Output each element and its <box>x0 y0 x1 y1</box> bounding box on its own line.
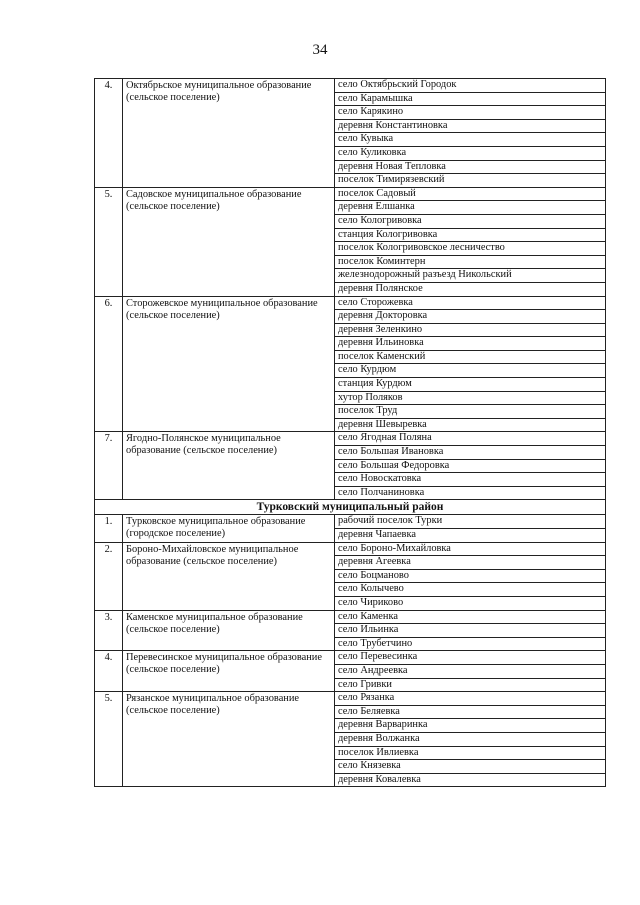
table-row <box>95 296 606 310</box>
settlement-name: село Сторожевка <box>335 296 606 310</box>
row-number: 5. <box>95 187 123 296</box>
settlement-name: село Гривки <box>335 678 606 692</box>
settlement-name: деревня Зеленкино <box>335 323 606 337</box>
municipality-name: Ягодно-Полянское муниципальное образование (сельское поселение) <box>123 432 335 500</box>
settlement-name: деревня Ковалевка <box>335 773 606 787</box>
settlement-name: село Полчаниновка <box>335 486 606 500</box>
district-header-row <box>95 500 606 515</box>
settlement-name: село Карамышка <box>335 92 606 106</box>
settlement-name: село Кувыка <box>335 133 606 147</box>
settlement-name: село Куликовка <box>335 146 606 160</box>
row-number: 2. <box>95 542 123 610</box>
row-number: 1. <box>95 515 123 542</box>
settlement-name: поселок Коминтерн <box>335 255 606 269</box>
settlement-name: село Андреевка <box>335 664 606 678</box>
municipality-name: Сторожевское муниципальное образование (сельское поселение) <box>123 296 335 432</box>
settlement-name: поселок Труд <box>335 405 606 419</box>
settlement-name: деревня Агеевка <box>335 556 606 570</box>
settlement-name: село Октябрьский Городок <box>335 79 606 93</box>
settlement-name: деревня Чапаевка <box>335 529 606 543</box>
table-row <box>95 610 606 624</box>
table-row <box>95 187 606 201</box>
settlement-name: село Большая Федоровка <box>335 459 606 473</box>
table-row <box>95 651 606 665</box>
settlements-table <box>94 78 606 787</box>
settlement-name: станция Курдюм <box>335 378 606 392</box>
row-number: 3. <box>95 610 123 651</box>
settlement-name: село Курдюм <box>335 364 606 378</box>
settlement-name: рабочий поселок Турки <box>335 515 606 529</box>
row-number: 5. <box>95 692 123 787</box>
settlement-name: деревня Елшанка <box>335 201 606 215</box>
municipality-name: Рязанское муниципальное образование (сельское поселение) <box>123 692 335 787</box>
municipality-name: Каменское муниципальное образование (сельское поселение) <box>123 610 335 651</box>
settlement-name: село Князевка <box>335 760 606 774</box>
table-row <box>95 515 606 529</box>
settlement-name: село Кологривовка <box>335 214 606 228</box>
row-number: 4. <box>95 651 123 692</box>
settlement-name: село Колычево <box>335 583 606 597</box>
row-number: 6. <box>95 296 123 432</box>
settlement-name: село Перевесинка <box>335 651 606 665</box>
settlement-name: поселок Ивлиевка <box>335 746 606 760</box>
settlement-name: село Каменка <box>335 610 606 624</box>
settlement-name: деревня Варваринка <box>335 719 606 733</box>
page-number: 34 <box>312 42 328 58</box>
settlement-name: село Боцманово <box>335 569 606 583</box>
settlement-name: поселок Кологривовское лесничество <box>335 242 606 256</box>
settlement-name: деревня Шевыревка <box>335 418 606 432</box>
district-title: Турковский муниципальный район <box>95 500 606 515</box>
settlement-name: село Карякино <box>335 106 606 120</box>
settlement-name: село Ильинка <box>335 624 606 638</box>
settlement-name: село Чириково <box>335 596 606 610</box>
settlement-name: железнодорожный разъезд Никольский <box>335 269 606 283</box>
settlement-name: поселок Садовый <box>335 187 606 201</box>
settlement-name: деревня Докторовка <box>335 310 606 324</box>
table-row <box>95 432 606 446</box>
settlement-name: поселок Каменский <box>335 350 606 364</box>
municipality-name: Октябрьское муниципальное образование (сельское поселение) <box>123 79 335 188</box>
municipality-name: Турковское муниципальное образование (городское поселение) <box>123 515 335 542</box>
settlement-name: деревня Полянское <box>335 282 606 296</box>
settlement-name: хутор Поляков <box>335 391 606 405</box>
settlement-name: село Ягодная Поляна <box>335 432 606 446</box>
settlement-name: село Бороно-Михайловка <box>335 542 606 556</box>
table-row <box>95 79 606 93</box>
settlement-name: деревня Волжанка <box>335 732 606 746</box>
municipality-name: Бороно-Михайловское муниципальное образование (сельское поселение) <box>123 542 335 610</box>
municipality-name: Садовское муниципальное образование (сельское поселение) <box>123 187 335 296</box>
table-row <box>95 692 606 706</box>
settlement-name: село Трубетчино <box>335 637 606 651</box>
settlement-name: село Рязанка <box>335 692 606 706</box>
table-row <box>95 542 606 556</box>
municipality-name: Перевесинское муниципальное образование (сельское поселение) <box>123 651 335 692</box>
settlement-name: село Большая Ивановка <box>335 446 606 460</box>
settlement-name: деревня Константиновка <box>335 119 606 133</box>
settlement-name: село Беляевка <box>335 705 606 719</box>
settlement-name: деревня Ильиновка <box>335 337 606 351</box>
row-number: 7. <box>95 432 123 500</box>
settlement-name: село Новоскатовка <box>335 473 606 487</box>
row-number: 4. <box>95 79 123 188</box>
settlement-name: поселок Тимирязевский <box>335 174 606 188</box>
settlement-name: деревня Новая Тепловка <box>335 160 606 174</box>
settlement-name: станция Кологривовка <box>335 228 606 242</box>
